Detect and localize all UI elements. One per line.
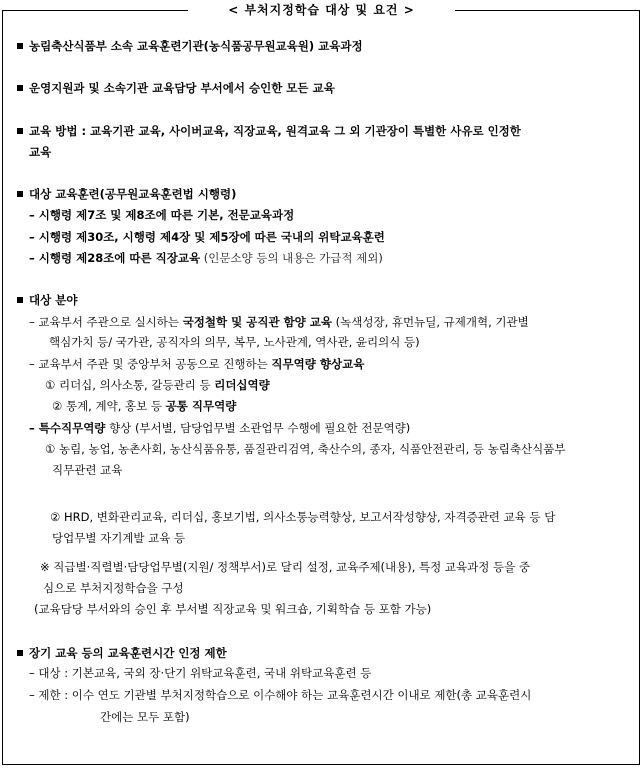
section-5-note-1-cont: 심으로 부처지정학습을 구성 bbox=[43, 581, 184, 595]
section-6-item-2: – 제한 : 이수 연도 기관별 부처지정학습으로 이수해야 하는 교육훈련시간 이내로 제한(총 교육훈련시 bbox=[29, 688, 532, 702]
section-5-a2-1: ① 리더십, 의사소통, 갈등관리 등 리더십역량 bbox=[45, 378, 270, 392]
top-border-right bbox=[455, 10, 640, 11]
section-2: 운영지원과 및 소속기관 교육담당 부서에서 승인한 모든 교육 bbox=[17, 80, 335, 96]
page-title: < 부처지정학습 대상 및 요건 > bbox=[228, 3, 415, 17]
section-5-a2-2: ② 통계, 계약, 홍보 등 공통 직무역량 bbox=[52, 399, 237, 413]
top-border-left bbox=[2, 10, 188, 11]
section-5-note-1: ※ 직급별·직렬별·담당업무별(지원/ 정책부서)로 달리 설정, 교육주제(내용), 특정 교육과정 등을 중 bbox=[40, 560, 531, 574]
square-bullet-icon bbox=[17, 85, 23, 91]
section-5-a1: – 교육부서 주관으로 실시하는 국정철학 및 공직관 함양 교육 (녹색성장, 휴먼뉴딜, 규제개혁, 기관별 bbox=[29, 315, 529, 329]
section-3-line1: 교육 방법 : 교육기관 교육, 사이버교육, 직장교육, 원격교육 그 외 기관장이 특별한 사유로 인정한 bbox=[17, 123, 521, 139]
section-6-heading: 장기 교육 등의 교육훈련시간 인정 제한 bbox=[17, 645, 227, 661]
square-bullet-icon bbox=[17, 128, 23, 134]
section-5-a3-2: ② HRD, 변화관리교육, 리더십, 홍보기법, 의사소통능력향상, 보고서작성향상, 자격증관련 교육 등 담 bbox=[50, 510, 556, 524]
section-6-item-1: – 대상 : 기본교육, 국외 장·단기 위탁교육훈련, 국내 위탁교육훈련 등 bbox=[29, 666, 372, 680]
section-4-item-1: – 시행령 제7조 및 제8조에 따른 기본, 전문교육과정 bbox=[29, 208, 295, 222]
section-6-item-2-cont: 간에는 모두 포함) bbox=[100, 710, 190, 724]
section-5-heading: 대상 분야 bbox=[17, 292, 77, 308]
section-5-a1-cont: 핵심가치 등/ 국가관, 공직자의 의무, 복무, 노사관계, 역사관, 윤리의식 등) bbox=[49, 335, 420, 349]
section-5-a3-1-cont: 직무관련 교육 bbox=[52, 463, 123, 477]
square-bullet-icon bbox=[17, 191, 23, 197]
section-4-heading: 대상 교육훈련(공무원교육훈련법 시행령) bbox=[17, 186, 236, 202]
section-1: 농림축산식품부 소속 교육훈련기관(농식품공무원교육원) 교육과정 bbox=[17, 38, 363, 54]
section-5-a3: – 특수직무역량 향상 (부서별, 담당업무별 소관업무 수행에 필요한 전문역량) bbox=[29, 421, 411, 435]
section-5-a3-2-cont: 당업무별 자기계발 교육 등 bbox=[52, 531, 186, 545]
square-bullet-icon bbox=[17, 43, 23, 49]
section-5-a3-1: ① 농림, 농업, 농촌사회, 농산식품유통, 품질관리검역, 축산수의, 종자, 식품안전관리, 등 농림축산식품부 bbox=[45, 442, 566, 456]
section-4-item-2: – 시행령 제30조, 시행령 제4장 및 제5장에 따른 국내의 위탁교육훈련 bbox=[29, 230, 385, 244]
square-bullet-icon bbox=[17, 297, 23, 303]
square-bullet-icon bbox=[17, 650, 23, 656]
section-4-item-3: – 시행령 제28조에 따른 직장교육 (인문소양 등의 내용은 가급적 제외) bbox=[29, 251, 383, 265]
section-5-a2: – 교육부서 주관 및 중앙부처 공동으로 진행하는 직무역량 향상교육 bbox=[29, 357, 365, 371]
section-5-note-2: (교육담당 부서와의 승인 후 부서별 직장교육 및 워크숍, 기획학습 등 포함 가능) bbox=[34, 602, 432, 616]
section-3-line2: 교육 bbox=[29, 145, 52, 159]
